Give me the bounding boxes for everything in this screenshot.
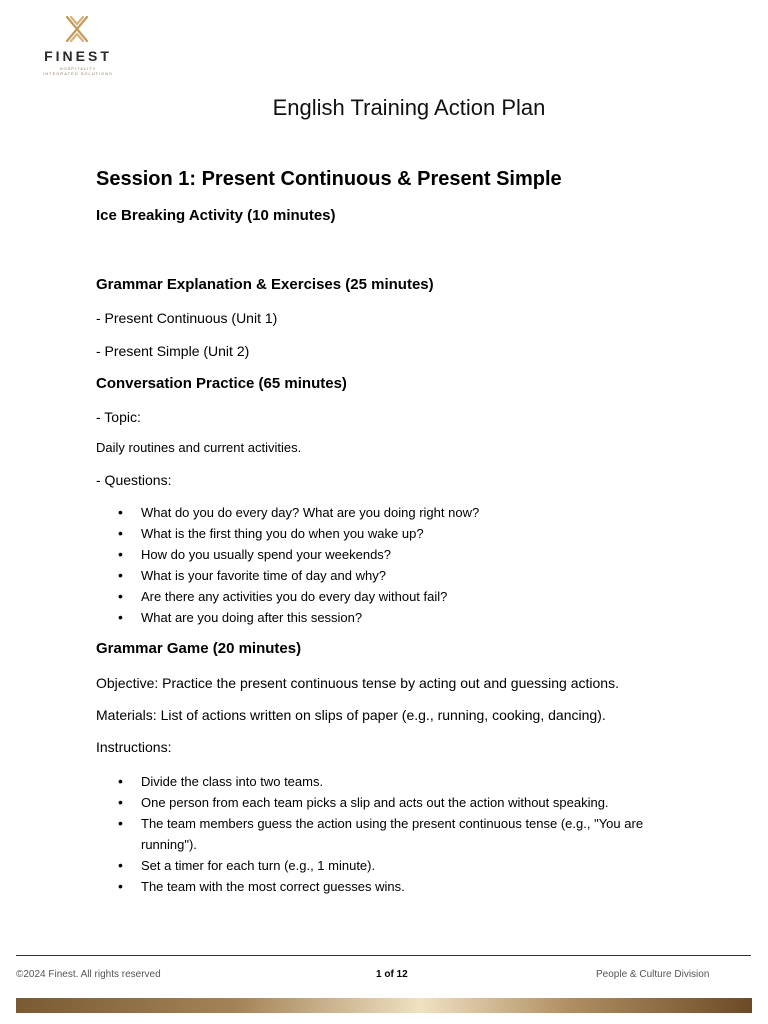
list-item: • What is your favorite time of day and why?: [141, 565, 696, 586]
logo-tagline: HOSPITALITY INTEGRATED SOLUTIONS: [43, 66, 113, 76]
document-title: English Training Action Plan: [272, 95, 546, 120]
document-body: [96, 164, 696, 897]
list-item: • What are you doing after this session?: [141, 607, 696, 628]
ice-breaking-heading: Ice Breaking Activity (10 minutes): [96, 207, 336, 224]
questions-label: - Questions:: [96, 472, 172, 488]
instructions-label: Instructions:: [96, 739, 172, 755]
questions-list: [96, 502, 696, 628]
list-item: • What do you do every day? What are you doing right now?: [141, 502, 696, 523]
conversation-heading: Conversation Practice (65 minutes): [96, 375, 347, 392]
list-item: • One person from each team picks a slip and acts out the action without speaking.: [141, 792, 696, 813]
instructions-list: [96, 771, 696, 897]
list-item: • Set a timer for each turn (e.g., 1 minute).: [141, 855, 696, 876]
footer-division: People & Culture Division: [596, 969, 710, 980]
session-heading: Session 1: Present Continuous & Present Simple: [96, 168, 562, 190]
list-item: • How do you usually spend your weekends?: [141, 544, 696, 565]
list-item: • Divide the class into two teams.: [141, 771, 696, 792]
list-item: • What is the first thing you do when you wake up?: [141, 523, 696, 544]
topic-label: - Topic:: [96, 409, 141, 425]
grammar-item: - Present Continuous (Unit 1): [96, 310, 278, 326]
logo-wordmark: FINEST: [44, 48, 112, 64]
objective-text: Objective: Practice the present continuous tense by acting out and guessing actions.: [96, 675, 619, 691]
footer-divider: [16, 955, 751, 956]
company-logo: [36, 14, 120, 76]
materials-text: Materials: List of actions written on slips of paper (e.g., running, cooking, dancing).: [96, 707, 606, 723]
list-item: • Are there any activities you do every day without fail?: [141, 586, 696, 607]
topic-text: Daily routines and current activities.: [96, 440, 302, 455]
grammar-heading: Grammar Explanation & Exercises (25 minutes): [96, 276, 434, 293]
footer-brand-bar: [16, 998, 752, 1013]
footer-copyright: ©2024 Finest. All rights reserved: [16, 969, 161, 980]
finest-logo-mark-icon: [62, 14, 92, 44]
page-number: 1 of 12: [376, 969, 408, 980]
list-item: • The team members guess the action using the present continuous tense (e.g., "You are running").: [141, 813, 696, 855]
grammar-item: - Present Simple (Unit 2): [96, 343, 250, 359]
list-item: • The team with the most correct guesses wins.: [141, 876, 696, 897]
game-heading: Grammar Game (20 minutes): [96, 640, 302, 657]
